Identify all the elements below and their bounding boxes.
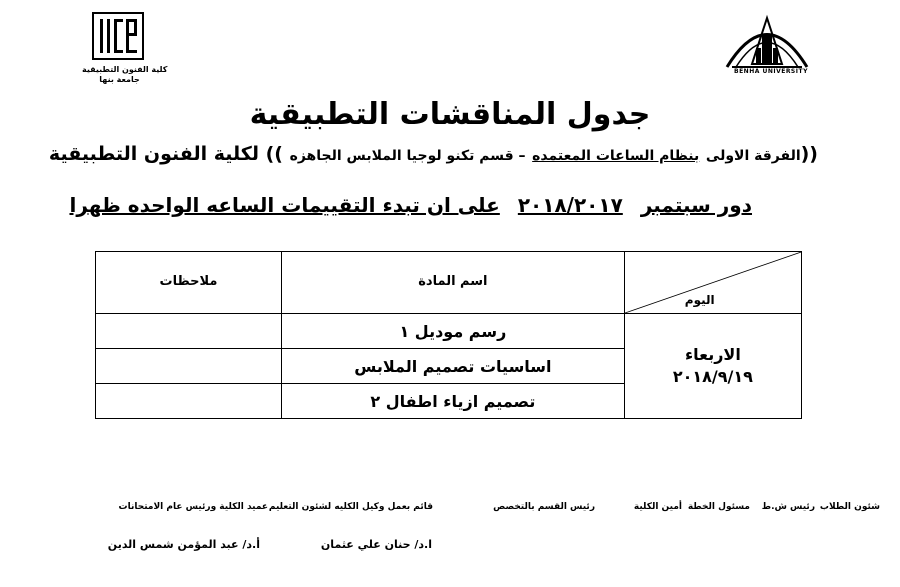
signatory-name: ا.د/ حنان علي عثمان bbox=[320, 538, 432, 551]
notes-header-cell bbox=[96, 252, 282, 314]
session-year: ٢٠١٨/٢٠١٧ bbox=[517, 193, 623, 217]
subtitle-department: – قسم تكنو لوجيا الملابس الجاهزه bbox=[289, 148, 526, 164]
session-label: دور سبتمبر bbox=[640, 193, 752, 217]
exam-session bbox=[51, 190, 752, 220]
subject-header-cell bbox=[281, 252, 624, 314]
subtitle-system: بنظام الساعات المعتمده bbox=[532, 148, 700, 164]
subtitle-close: )) bbox=[265, 143, 283, 165]
signature-title: مسئول الخطة bbox=[687, 502, 750, 512]
notes-header-label: ملاحظات bbox=[159, 274, 218, 289]
university-emblem-icon bbox=[722, 12, 812, 72]
faculty-emblem-icon bbox=[92, 12, 144, 60]
signature-title: قائم بعمل وكيل الكليه لشئون التعليم bbox=[268, 502, 433, 512]
subtitle-faculty: لكلية الفنون التطبيقية bbox=[48, 143, 259, 165]
subtitle-open: (( bbox=[800, 143, 818, 165]
signature-title: أمين الكلية bbox=[633, 502, 682, 512]
faculty-logo bbox=[82, 12, 168, 92]
subject-cell: اساسيات تصميم الملابس bbox=[281, 349, 624, 384]
signature-title: رئيس القسم بالتخصص bbox=[493, 502, 595, 512]
signature-title: عميد الكلية ورئيس عام الامتحانات bbox=[118, 502, 268, 512]
day-date: ٢٠١٨/٩/١٩ bbox=[672, 367, 753, 386]
schedule-table bbox=[95, 251, 802, 419]
day-header-cell bbox=[624, 252, 801, 314]
logo-caption-faculty: كلية الفنون التطبيقية bbox=[82, 65, 168, 74]
page-title: جدول المناقشات التطبيقية bbox=[249, 97, 651, 132]
notes-cell bbox=[96, 384, 282, 419]
signature-title: رئيس ش.ط bbox=[761, 502, 815, 512]
day-header-label: اليوم bbox=[684, 293, 715, 307]
notes-cell bbox=[96, 314, 282, 349]
subtitle bbox=[49, 140, 818, 170]
signatory-name: أ.د/ عبد المؤمن شمس الدين bbox=[107, 538, 260, 551]
table-header-row bbox=[96, 252, 802, 314]
university-name-caption: BENHA UNIVERSITY bbox=[734, 68, 808, 75]
logo-caption-university: جامعة بنها bbox=[99, 75, 140, 84]
session-note: على ان تبدء التقييمات الساعه الواحده ظهرا bbox=[69, 193, 500, 217]
subject-cell: تصميم ازياء اطفال ٢ bbox=[281, 384, 624, 419]
notes-cell bbox=[96, 349, 282, 384]
university-logo bbox=[722, 12, 812, 76]
day-cell bbox=[624, 314, 801, 419]
table-row bbox=[96, 314, 802, 349]
subject-header-label: اسم المادة bbox=[418, 274, 488, 289]
signature-title: شئون الطلاب bbox=[819, 502, 880, 512]
subject-cell: رسم موديل ١ bbox=[281, 314, 624, 349]
day-name: الاربعاء bbox=[684, 345, 741, 364]
subtitle-year: الفرقة الاولى bbox=[705, 148, 801, 164]
